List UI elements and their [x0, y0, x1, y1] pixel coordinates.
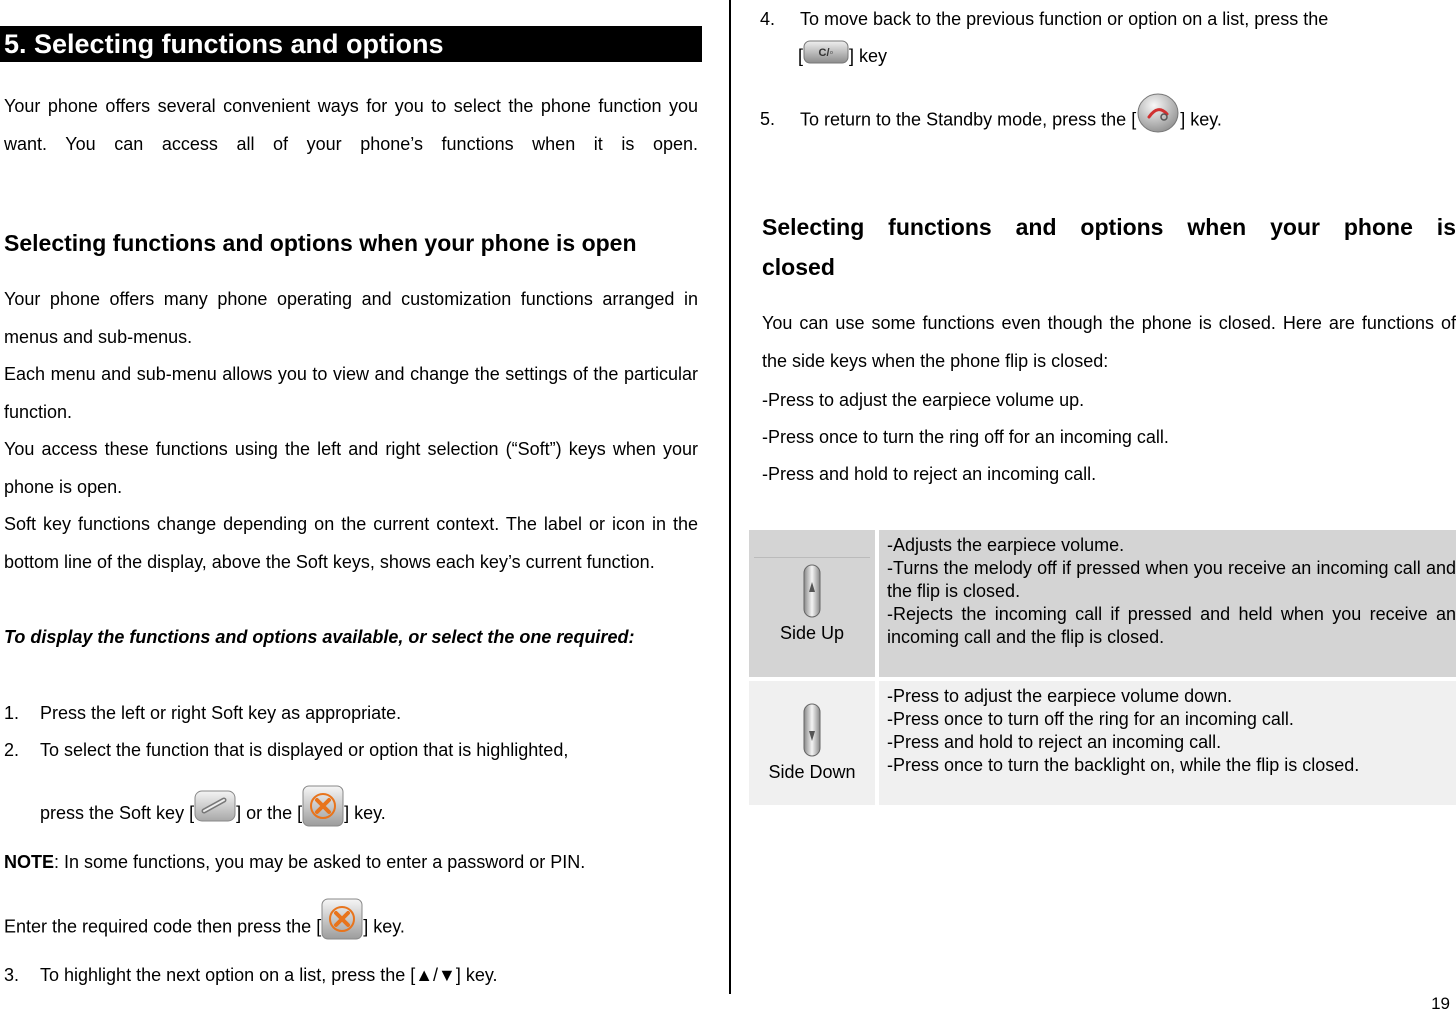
step-4-number: 4. [760, 9, 776, 29]
step-4-text: To move back to the previous function or option on a list, press the [800, 9, 1329, 29]
step-3-text: To highlight the next option on a list, press the [▲/▼] key. [40, 965, 498, 985]
step-4-text-b: ] key [849, 46, 888, 66]
step-4-text-a: [ [798, 46, 804, 66]
step-4-continuation [798, 40, 887, 74]
paragraph-menus: Your phone offers many phone operating and customization functions arranged in menus and sub-menus. [4, 289, 698, 347]
closed-paragraph: You can use some functions even though the phone is closed. Here are functions of the side keys when the phone flip is closed: [762, 313, 1456, 371]
paragraph-submenu: Each menu and sub-menu allows you to view and change the settings of the particular function. [4, 364, 698, 422]
side-down-desc-2: -Press once to turn off the ring for an incoming call. [887, 709, 1294, 729]
side-up-key-cell [749, 530, 875, 677]
howto-heading: To display the functions and options available, or select the one required: [4, 627, 635, 647]
side-down-desc-4: -Press once to turn the backlight on, while the flip is closed. [887, 755, 1360, 775]
clear-key-icon [803, 40, 849, 74]
table-row-side-down [749, 681, 1456, 805]
side-up-desc-3: -Rejects the incoming call if pressed and held when you receive an incoming call and the flip is closed. [887, 604, 1456, 647]
intro-paragraph: Your phone offers several convenient ways for you to select the phone function you want. You can access all of your phone’s functions when it is open. [4, 96, 698, 154]
step-2-continuation [40, 785, 386, 843]
step-1 [4, 700, 401, 726]
svg-text:C/◦: C/◦ [818, 47, 834, 60]
step-2-number: 2. [4, 740, 20, 760]
side-down-desc-3: -Press and hold to reject an incoming call. [887, 732, 1222, 752]
bullet-ring-off: -Press once to turn the ring off for an incoming call. [762, 427, 1169, 447]
page-number: 19 [1431, 994, 1450, 1013]
step-1-number: 1. [4, 703, 20, 723]
note-text-b: ] key. [363, 916, 405, 937]
side-down-description [879, 681, 1456, 805]
step-5-number: 5. [760, 109, 776, 130]
ok-key-icon [302, 785, 344, 843]
side-up-key-icon [750, 564, 874, 623]
step-2-text-a: press the Soft key [ [40, 802, 195, 823]
step-5 [760, 92, 1222, 149]
open-heading: Selecting functions and options when your phone is open [4, 230, 637, 256]
step-1-text: Press the left or right Soft key as appropriate. [40, 703, 402, 723]
step-2-text-c: ] key. [344, 802, 386, 823]
note-label: NOTE [4, 852, 55, 872]
closed-heading-line2: closed [762, 254, 835, 280]
step-3-number: 3. [4, 965, 20, 985]
side-down-key-cell [749, 681, 875, 805]
side-down-key-icon [750, 703, 874, 762]
side-down-desc-1: -Press to adjust the earpiece volume down. [887, 686, 1233, 706]
note-continuation [4, 898, 405, 957]
table-row-side-up [749, 530, 1456, 677]
step-2-text-b: ] or the [ [236, 802, 303, 823]
note-text: : In some functions, you may be asked to enter a password or PIN. [54, 852, 586, 872]
side-down-key-label: Side Down [768, 762, 856, 782]
step-4 [760, 6, 1328, 32]
bullet-volume-up: -Press to adjust the earpiece volume up. [762, 390, 1085, 410]
note-text-a: Enter the required code then press the [ [4, 916, 322, 937]
closed-heading-line1: Selecting functions and options when your phone is [762, 214, 1456, 240]
side-keys-table [749, 530, 1456, 805]
soft-key-icon [194, 789, 236, 839]
paragraph-soft-key-functions: Soft key functions change depending on the current context. The label or icon in the bottom line of the display, above the Soft keys, shows each key’s current function. [4, 514, 698, 572]
side-up-desc-2: -Turns the melody off if pressed when you receive an incoming call and the flip is closed. [887, 558, 1456, 601]
step-2 [4, 737, 568, 763]
side-up-desc-1: -Adjusts the earpiece volume. [887, 535, 1125, 555]
side-up-description [879, 530, 1456, 677]
step-5-text-b: ] key. [1180, 109, 1222, 130]
section-title: 5. Selecting functions and options [0, 26, 702, 62]
step-3 [4, 962, 498, 988]
column-divider [729, 0, 731, 994]
note-paragraph [4, 843, 698, 881]
ok-key-icon [321, 898, 363, 957]
step-5-text-a: To return to the Standby mode, press the [ [800, 109, 1137, 130]
side-up-key-label: Side Up [779, 623, 845, 643]
bullet-reject-call: -Press and hold to reject an incoming call. [762, 464, 1097, 484]
step-2-text: To select the function that is displayed or option that is highlighted, [40, 740, 569, 760]
end-key-icon [1136, 92, 1180, 149]
paragraph-soft-keys: You access these functions using the left and right selection (“Soft”) keys when your phone is open. [4, 439, 698, 497]
